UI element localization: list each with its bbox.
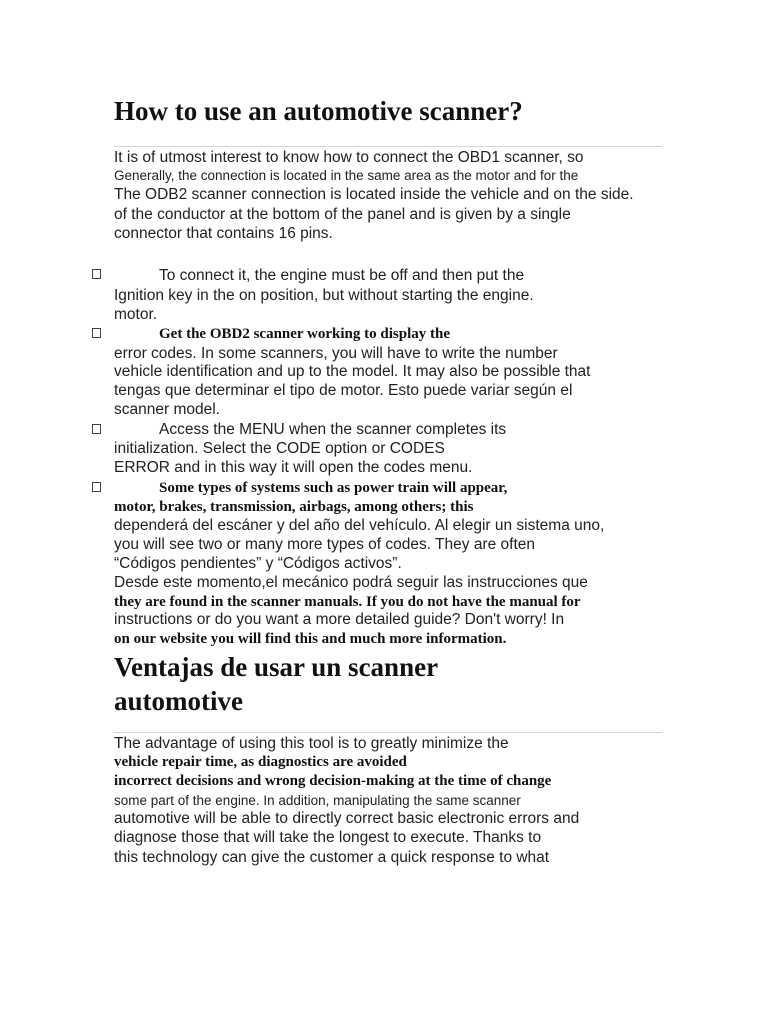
step-line: they are found in the scanner manuals. If you do not have the manual for <box>114 594 581 610</box>
title-divider <box>114 146 662 147</box>
intro-line: Generally, the connection is located in the same area as the motor and for the <box>114 168 579 183</box>
step-line: vehicle identification and up to the model. It may also be possible that <box>114 363 591 380</box>
page-title: How to use an automotive scanner? <box>114 96 523 126</box>
section-divider <box>114 732 662 733</box>
advantage-line: diagnose those that will take the longest to execute. Thanks to <box>114 829 542 846</box>
advantage-line: this technology can give the customer a quick response to what <box>114 849 550 866</box>
step-line: Some types of systems such as power train will appear, <box>159 480 508 496</box>
intro-line: The ODB2 scanner connection is located inside the vehicle and on the side. <box>114 186 634 203</box>
section-heading-line: Ventajas de usar un scanner <box>114 652 439 682</box>
step-line: error codes. In some scanners, you will have to write the number <box>114 345 558 362</box>
step-line: Ignition key in the on position, but without starting the engine. <box>114 287 534 304</box>
step-line: you will see two or many more types of codes. They are often <box>114 536 535 553</box>
step-line: “Códigos pendientes” y “Códigos activos”. <box>114 555 402 572</box>
advantage-line: incorrect decisions and wrong decision-making at the time of change <box>114 773 552 789</box>
step-line: motor, brakes, transmission, airbags, among others; this <box>114 499 474 515</box>
step-line: Desde este momento,el mecánico podrá seguir las instrucciones que <box>114 574 588 591</box>
section-heading <box>114 650 438 718</box>
advantage-line: The advantage of using this tool is to greatly minimize the <box>114 735 509 752</box>
bullet-icon <box>92 269 101 279</box>
intro-line: of the conductor at the bottom of the panel and is given by a single <box>114 206 571 223</box>
advantage-line: some part of the engine. In addition, manipulating the same scanner <box>114 793 521 808</box>
bullet-icon <box>92 482 101 492</box>
step-line: Access the MENU when the scanner completes its <box>159 421 507 438</box>
advantage-line: automotive will be able to directly correct basic electronic errors and <box>114 810 580 827</box>
intro-line: connector that contains 16 pins. <box>114 225 333 242</box>
step-line: scanner model. <box>114 401 220 418</box>
step-line: ERROR and in this way it will open the codes menu. <box>114 459 473 476</box>
step-line: To connect it, the engine must be off and then put the <box>159 267 525 284</box>
step-line: instructions or do you want a more detailed guide? Don't worry! In <box>114 611 565 628</box>
step-line: dependerá del escáner y del año del vehículo. Al elegir un sistema uno, <box>114 517 605 534</box>
bullet-icon <box>92 328 101 338</box>
step-line: initialization. Select the CODE option or CODES <box>114 440 445 457</box>
advantage-line: vehicle repair time, as diagnostics are avoided <box>114 754 407 770</box>
step-line: on our website you will find this and much more information. <box>114 631 507 647</box>
step-line: motor. <box>114 306 158 323</box>
section-heading-line: automotive <box>114 686 243 716</box>
step-line: Get the OBD2 scanner working to display the <box>159 326 450 342</box>
bullet-icon <box>92 424 101 434</box>
step-line: tengas que determinar el tipo de motor. Esto puede variar según el <box>114 382 573 399</box>
intro-line: It is of utmost interest to know how to connect the OBD1 scanner, so <box>114 149 584 166</box>
